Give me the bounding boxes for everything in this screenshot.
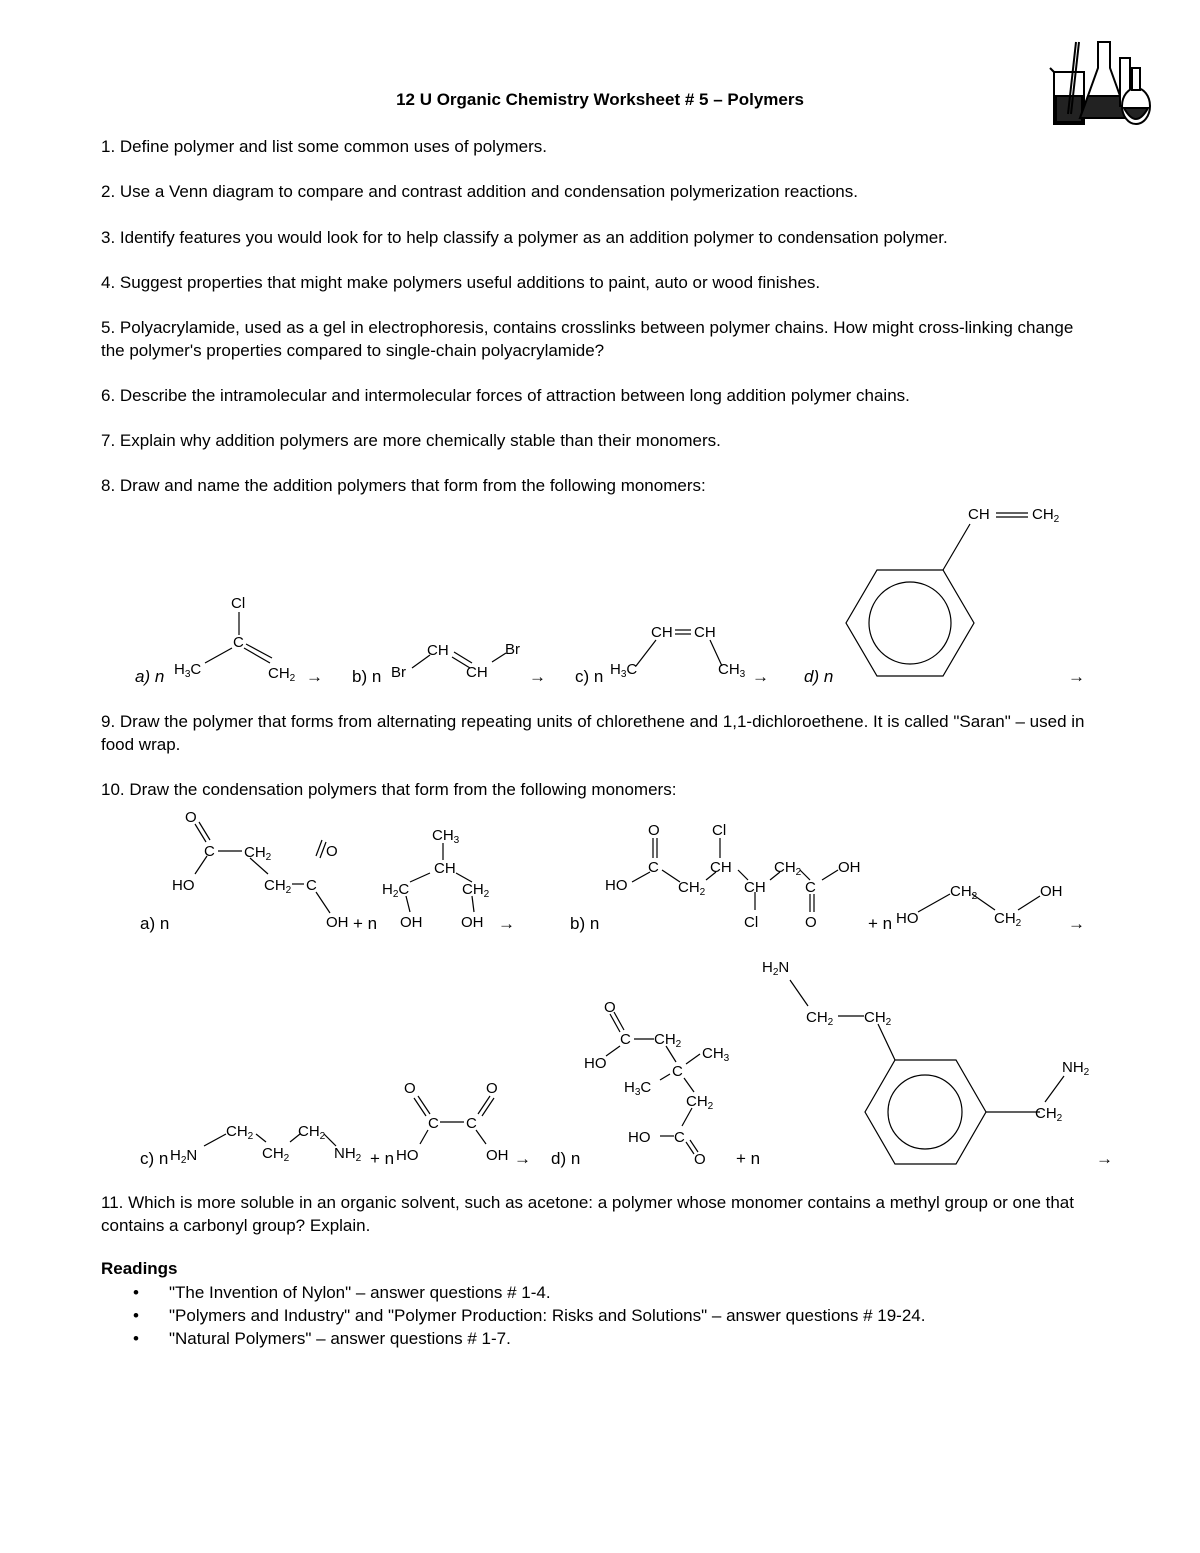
- q10-arrow-c: →: [514, 1149, 531, 1168]
- atom-label: $H_3C$: [174, 661, 202, 680]
- atom-label: HO: [584, 1055, 607, 1072]
- atom-label: $CH_2$: [244, 844, 272, 863]
- q8-part-c: c) n: [575, 667, 604, 686]
- question-1: 1. Define polymer and list some common uses of polymers.: [101, 137, 547, 156]
- q8-arrow-a: →: [306, 667, 323, 686]
- atom-label: Br: [391, 664, 406, 681]
- q8-part-a: a) n: [135, 667, 165, 686]
- atom-label: CH: [651, 624, 673, 641]
- atom-label: O: [404, 1080, 416, 1097]
- q10-arrow-a: →: [498, 914, 515, 933]
- atom-label: $CH_2$: [226, 1123, 254, 1142]
- atom-label: $CH_2$: [298, 1123, 326, 1142]
- q10-plus-a: + n: [353, 914, 378, 933]
- atom-label: $CH_2$: [950, 883, 978, 902]
- atom-label: OH: [326, 914, 349, 931]
- q8-arrow-c: →: [752, 667, 769, 686]
- readings-list: [101, 1281, 925, 1350]
- atom-label: $NH_2$: [1062, 1059, 1090, 1078]
- atom-label: OH: [486, 1147, 509, 1164]
- question-7: 7. Explain why addition polymers are more chemically stable than their monomers.: [101, 431, 721, 450]
- reading-item: • "Polymers and Industry" and "Polymer Production: Risks and Solutions" – answer questions # 19-24.: [101, 1304, 925, 1327]
- atom-label: OH: [838, 859, 861, 876]
- atom-label: $CH_3$: [718, 661, 746, 680]
- q10-plus-d: + n: [736, 1149, 761, 1168]
- atom-label: OH: [1040, 883, 1063, 900]
- atom-label: CH: [694, 624, 716, 641]
- atom-label: $H_3C$: [624, 1079, 652, 1098]
- atom-label: OH: [400, 914, 423, 931]
- atom-label: HO: [628, 1129, 651, 1146]
- atom-label: CH: [434, 860, 456, 877]
- atom-label: CH: [466, 664, 488, 681]
- q10-part-a: a) n: [140, 914, 170, 933]
- atom-label: $CH_2$: [1035, 1105, 1063, 1124]
- atom-label: $CH_2$: [654, 1031, 682, 1050]
- atom-label: Cl: [712, 822, 727, 839]
- atom-label: $H_3C$: [610, 661, 638, 680]
- atom-label: OH: [461, 914, 484, 931]
- q10-arrow-b: →: [1068, 914, 1085, 933]
- question-10: 10. Draw the condensation polymers that form from the following monomers:: [101, 780, 677, 799]
- atom-label: $CH_2$: [268, 665, 296, 684]
- atom-label: $CH_3$: [432, 827, 460, 846]
- atom-label: HO: [172, 877, 195, 894]
- atom-label: HO: [896, 910, 919, 927]
- readings-heading: Readings: [101, 1259, 178, 1278]
- atom-label: O: [805, 914, 817, 931]
- atom-label: C: [466, 1115, 477, 1132]
- q10-arrow-d: →: [1096, 1149, 1113, 1168]
- atom-label: Cl: [744, 914, 759, 931]
- atom-label: C: [306, 877, 317, 894]
- atom-label: C: [204, 843, 215, 860]
- atom-label: C: [620, 1031, 631, 1048]
- question-9: 9. Draw the polymer that forms from alternating repeating units of chlorethene and 1,1-dichloroethene. It is called "Saran" – used in food wrap.: [101, 712, 1085, 754]
- question-3: 3. Identify features you would look for to help classify a polymer as an addition polymer to condensation polymer.: [101, 228, 948, 247]
- atom-label: C: [674, 1129, 685, 1146]
- q8-arrow-b: →: [529, 667, 546, 686]
- atom-label: CH: [744, 879, 766, 896]
- question-11: 11. Which is more soluble in an organic solvent, such as acetone: a polymer whose monomer contains a methyl group or one that contains a carbonyl group? Explain.: [101, 1193, 1074, 1235]
- atom-label: C: [805, 879, 816, 896]
- q8-part-d: d) n: [804, 667, 834, 686]
- atom-label: C: [648, 859, 659, 876]
- atom-label: CH: [710, 859, 732, 876]
- atom-label: $CH_2$: [806, 1009, 834, 1028]
- atom-label: C: [672, 1063, 683, 1080]
- atom-label: $CH_2$: [678, 879, 706, 898]
- reading-item: • "Natural Polymers" – answer questions # 1-7.: [101, 1327, 925, 1350]
- atom-label: C: [233, 634, 244, 651]
- question-5: 5. Polyacrylamide, used as a gel in electrophoresis, contains crosslinks between polymer chains. How might cross-linking change the polymer's properties compared to single-chain polyacrylamide?: [101, 318, 1074, 360]
- question-2: 2. Use a Venn diagram to compare and contrast addition and condensation polymerization reactions.: [101, 182, 858, 201]
- atom-label: O: [694, 1151, 706, 1168]
- atom-label: $CH_2$: [994, 910, 1022, 929]
- atom-label: O: [185, 809, 197, 826]
- atom-label: O: [604, 999, 616, 1016]
- reading-item: • "The Invention of Nylon" – answer questions # 1-4.: [101, 1281, 925, 1304]
- q8-arrow-d: →: [1068, 667, 1085, 686]
- atom-label: Cl: [231, 595, 246, 612]
- atom-label: $NH_2$: [334, 1145, 362, 1164]
- atom-label: O: [486, 1080, 498, 1097]
- atom-label: O: [648, 822, 660, 839]
- lab-glassware-icon: [1048, 36, 1152, 130]
- page-title: 12 U Organic Chemistry Worksheet # 5 – Polymers: [396, 90, 804, 109]
- atom-label: $H_2C$: [382, 881, 410, 900]
- atom-label: $H_2N$: [762, 959, 790, 978]
- atom-label: C: [428, 1115, 439, 1132]
- question-4: 4. Suggest properties that might make polymers useful additions to paint, auto or wood finishes.: [101, 273, 821, 292]
- atom-label: CH: [968, 506, 990, 523]
- atom-label: $CH_2$: [262, 1145, 290, 1164]
- q10-plus-b: + n: [868, 914, 893, 933]
- q10-cd-structures: [0, 950, 1200, 1175]
- atom-label: $CH_2$: [686, 1093, 714, 1112]
- atom-label: $H_2N$: [170, 1147, 198, 1166]
- q10-part-d: d) n: [551, 1149, 581, 1168]
- atom-label: $CH_3$: [702, 1045, 730, 1064]
- atom-label: CH: [427, 642, 449, 659]
- atom-label: $CH_2$: [462, 881, 490, 900]
- atom-label: HO: [396, 1147, 419, 1164]
- question-6: 6. Describe the intramolecular and intermolecular forces of attraction between long addition polymer chains.: [101, 386, 910, 405]
- q10-part-b: b) n: [570, 914, 600, 933]
- atom-label: HO: [605, 877, 628, 894]
- atom-label: $CH_2$: [774, 859, 802, 878]
- q10-ab-structures: [0, 800, 1200, 940]
- atom-label: $CH_2$: [1032, 506, 1060, 525]
- atom-label: $CH_2$: [264, 877, 292, 896]
- q8-part-b: b) n: [352, 667, 382, 686]
- question-8: 8. Draw and name the addition polymers that form from the following monomers:: [101, 476, 706, 495]
- atom-label: Br: [505, 641, 520, 658]
- q10-plus-c: + n: [370, 1149, 395, 1168]
- q8-structures: [0, 500, 1200, 695]
- q10-part-c: c) n: [140, 1149, 169, 1168]
- atom-label: $CH_2$: [864, 1009, 892, 1028]
- atom-label: O: [326, 843, 338, 860]
